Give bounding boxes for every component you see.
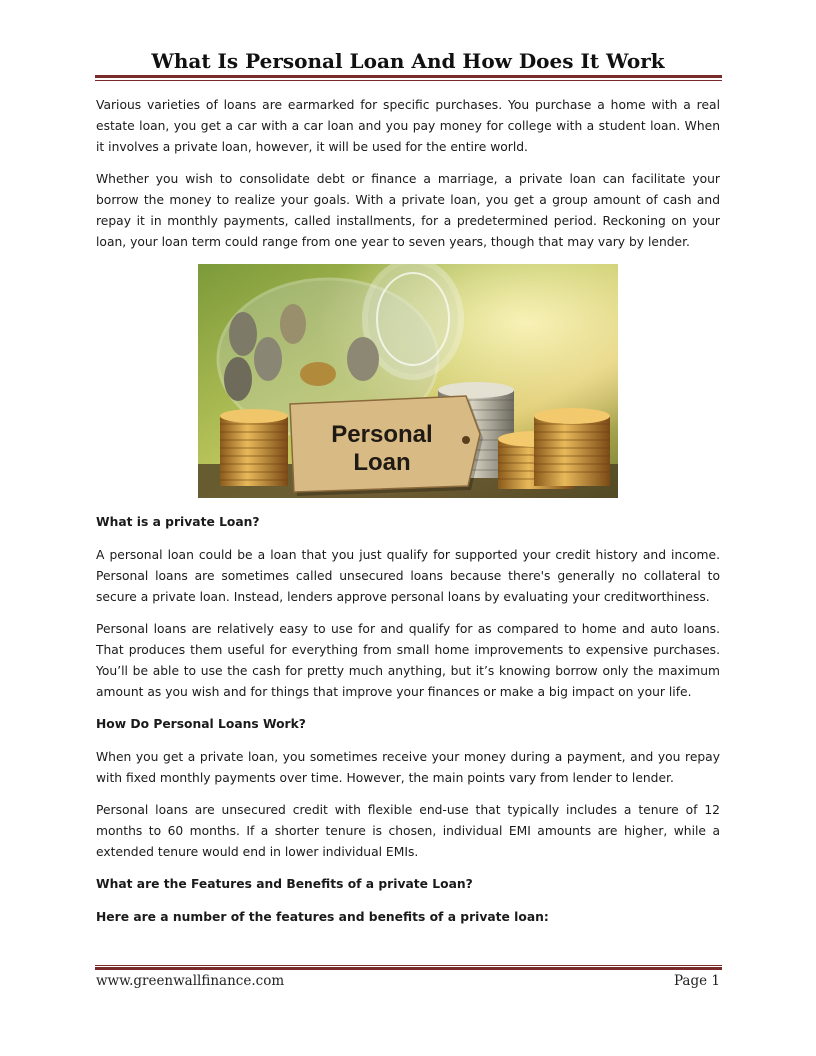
personal-loan-image [198,264,618,498]
footer-rule-thin [95,965,722,966]
heading-what-is-private-loan: What is a private Loan? [96,515,260,529]
header-rule-thin [95,80,722,81]
page-title: What Is Personal Loan And How Does It Work [151,49,665,73]
footer-website: www.greenwallfinance.com [96,973,285,989]
heading-how-loans-work: How Do Personal Loans Work? [96,717,306,731]
personal-loan-tag [290,396,483,496]
coin-stack-left [220,409,288,486]
heading-features-list-intro: Here are a number of the features and benefits of a private loan: [96,910,549,924]
paragraph-tenure: Personal loans are unsecured credit with flexible end-use that typically includes a tenure of 12 months to 60 months. If a shorter tenure is chosen, individual EMI amounts are higher, while a extended tenure would end in lower individual EMIs. [96,803,720,859]
paragraph-definition: A personal loan could be a loan that you just qualify for supported your credit history and income. Personal loans are sometimes called unsecured loans because there's generally no collateral to secure a private loan. Instead, lenders approve personal loans by evaluating your creditworthiness. [96,548,720,604]
heading-features-benefits: What are the Features and Benefits of a private Loan? [96,877,473,891]
paragraph-intro: Various varieties of loans are earmarked for specific purchases. You purchase a home with a real estate loan, you get a car with a car loan and you pay money for college with a student loan. When it involves a private loan, however, it will be used for the entire world. [96,98,720,154]
tag-text-line1: Personal [331,421,433,448]
header-rule-thick [95,75,722,78]
tag-text-line2: Loan [353,449,411,476]
paragraph-usage: Personal loans are relatively easy to use for and qualify for as compared to home and auto loans. That produces them useful for everything from small home improvements to expensive purchases. You’ll be able to use the cash for pretty much anything, but it’s knowing borrow only the maximum amount as you wish and for things that improve your finances or make a big impact on your life. [96,622,720,699]
article-body [96,95,720,940]
paragraph-repayment: When you get a private loan, you sometimes receive your money during a payment, and you repay with fixed monthly payments over time. However, the main points vary from lender to lender. [96,750,720,785]
paragraph-purpose: Whether you wish to consolidate debt or finance a marriage, a private loan can facilitate your borrow the money to realize your goals. With a private loan, you get a group amount of cash and repay it in monthly payments, called installments, for a predetermined period. Reckoning on your loan, your loan term could range from one year to seven years, though that may vary by lender. [96,172,720,249]
footer-page-number: Page 1 [673,973,720,989]
footer-rule-thick [95,967,722,970]
